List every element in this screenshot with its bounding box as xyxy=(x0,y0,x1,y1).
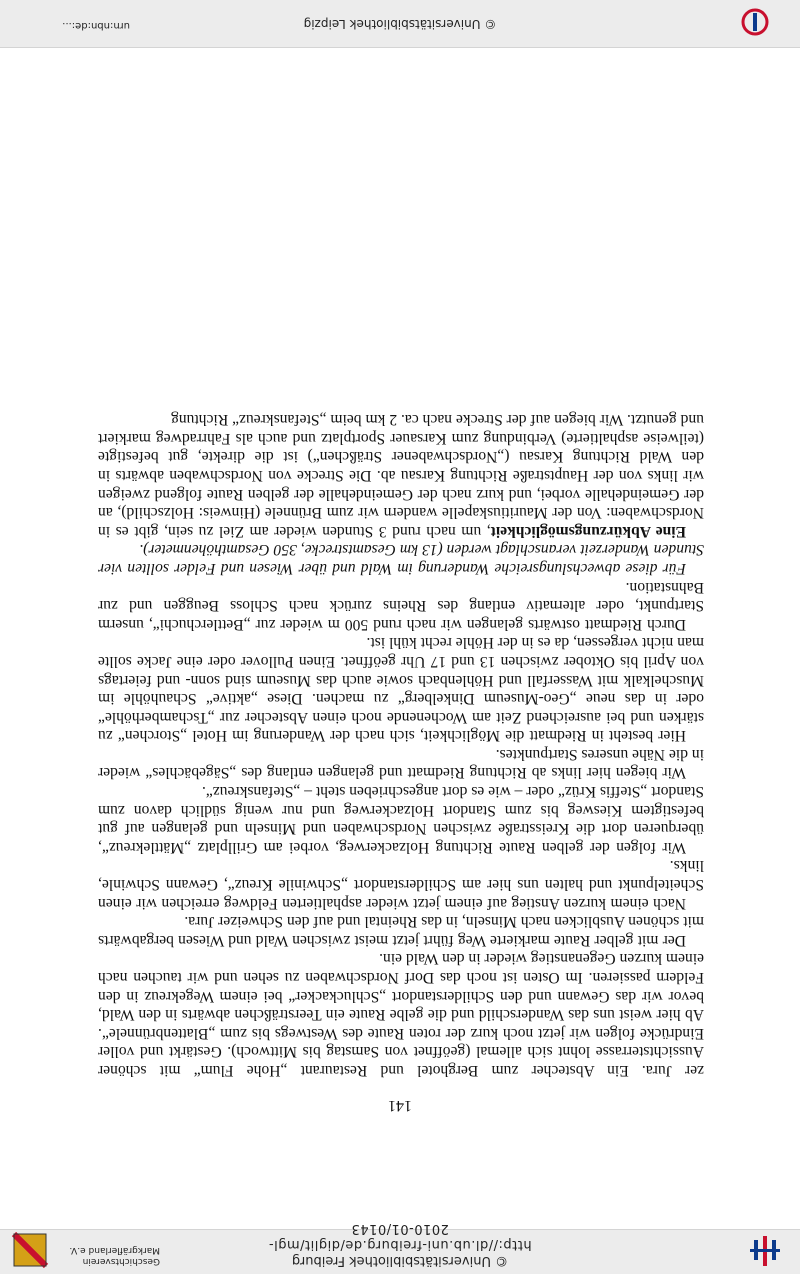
paragraph-1 xyxy=(98,912,704,949)
footer-urn: urn:nbn:de:... xyxy=(62,20,130,31)
footer-seal-icon xyxy=(740,7,770,37)
paragraph-6 xyxy=(98,577,704,633)
paragraph-italic xyxy=(98,540,704,577)
paragraph-text: Wir folgen der gelben Raute Richtung Holzackerweg, vorbei am Grillplatz „Mättlekreuz“, überqueren dort die Kreisstraße zwischen Nordschwaben und Minseln und gelangen auf gut befestigtem Kiesweg bis zum Standort Holzackerweg und nur wenig südlich davon zum Standort „Steffis Krüz“ oder – wie es dort angeschrieben steht – „Stefanskreuz“. xyxy=(98,783,704,856)
paragraph-text: Nach einem kurzen Anstieg auf einem jetzt wieder asphaltierten Feldweg erreichen wir einen Scheitelpunkt und halten uns hier am Schilderstandort „Schwinile Kreuz“, Gewann Schwinle, links. xyxy=(98,857,704,912)
paragraph-text: Für diese abwechslungsreiche Wanderung im Wald und über Wiesen und Felder sollten vier Stunden Wanderzeit veranschlagt werden (13 km Gesamtstrecke, 350 Gesamthöhenmeter). xyxy=(98,541,704,577)
paragraph-8 xyxy=(98,410,704,540)
paragraph-text: Wir biegen hier links ab Richtung Riedmatt und gelangen entlang des „Sägebächles“ wieder in die Nähe unseres Startpunktes. xyxy=(98,745,704,782)
paragraph-5 xyxy=(98,633,704,745)
paragraph-text: Hier besteht in Riedmatt die Möglichkeit, sich nach der Wanderung im Hotel „Storchen“ zu stärken und bei ausreichend Zeit am Wochenende noch einen Abstecher zur „Tschamberhöhle“ oder in das neue „Geo-Museum Dinkelberg“ zu machen. Diese „aktive“ Schauhöhle im Muschelkalk mit Wasserfall und Höhlenbach sowie auch das Museum sind sonn- und feiertags von April bis Oktober zwischen 13 und 17 Uhr geöffnet. Einen Pullover oder eine Jacke sollte man nicht vergessen, da es in der Höhle recht kühl ist. xyxy=(98,634,704,745)
society-line-2: Markgräflerland e.V. xyxy=(69,1245,160,1255)
paragraph-0 xyxy=(98,949,704,1079)
university-logo-icon xyxy=(748,1234,782,1268)
page-number: 141 xyxy=(388,1097,412,1114)
paragraph-lead: Eine Abkürzungsmöglichkeit xyxy=(490,522,686,540)
viewer-header xyxy=(0,1221,800,1274)
paragraph-text: Der mit gelber Raute markierte Weg führt jetzt meist zwischen Wald und Wiesen bergabwärts mit schönen Ausblicken nach Minseln, in das Rheintal und auf den Schweizer Jura. xyxy=(98,913,704,949)
permalink-url[interactable]: http://dl.ub.uni-freiburg.de/diglit/mgl-2010-01/0143 xyxy=(268,1221,532,1252)
paragraph-text: , um nach rund 3 Stunden wieder am Ziel zu sein, gibt es in Nordschwaben: Von der Mauritiuskapelle wandern wir zum Brünnele (Hinweis: Holzschild), an der Gemeindehalle vorbei, und kurz nach der Gemeindehalle der gelben Raute folgend zweigen wir links von der Hauptstraße Richtung Karsau ab. Die Strecke von Nordschwaben abwärts in den Wald Richtung Karsau („Nordschwabener Sträßchen“) ist die direkte, gut befestigte (teilweise asphaltierte) Verbindung zum Karsauer Sportplatz und auch als Fahrradweg markiert und genutzt. Wir biegen auf der Strecke nach ca. 2 km beim „Stefanskreuz“ Richtung xyxy=(98,411,704,540)
footer-copyright: © Universitätsbibliothek Leipzig xyxy=(303,17,497,31)
page-body xyxy=(98,410,704,1079)
copyright-text: © Universitätsbibliothek Freiburg xyxy=(291,1253,509,1268)
paragraph-3 xyxy=(98,782,704,856)
viewer-footer xyxy=(0,0,800,48)
paragraph-2 xyxy=(98,856,704,912)
paragraph-text: zer Jura. Ein Abstecher zum Berghotel und Restaurant „Hohe Flum“ mit schöner Aussichtsterrasse lohnt sich allemal (geöffnet von Samstag bis Mittwoch). Gestärkt und voller Eindrücke folgen wir jetzt noch kurz der roten Raute des Westwegs bis zum „Blattenbrünnele“. Ab hier weist uns das Wanderschild und die gelbe Raute ein Teersträßchen abwärts in den Wald, bevor wir das Gewann und den Schilderstandort „Schluckacker“ bei einem Wegekreuz in den Feldern passieren. Im Osten ist noch das Dorf Nordschwaben zu sehen und wir tauchen nach einem kurzen Gegenanstieg wieder in den Wald ein. xyxy=(98,950,704,1079)
paragraph-text: Durch Riedmatt ostwärts gelangen wir nach rund 500 m wieder zur „Bettlerchuchi“, unserm Startpunkt, oder alternativ entlang des Rheins zurück nach Schloss Beuggen und zur Bahnstation. xyxy=(98,578,704,633)
society-line-1: Geschichtsverein xyxy=(82,1256,160,1266)
society-coat-of-arms-icon xyxy=(10,1232,50,1268)
attribution xyxy=(250,1220,550,1268)
paragraph-4 xyxy=(98,744,704,781)
